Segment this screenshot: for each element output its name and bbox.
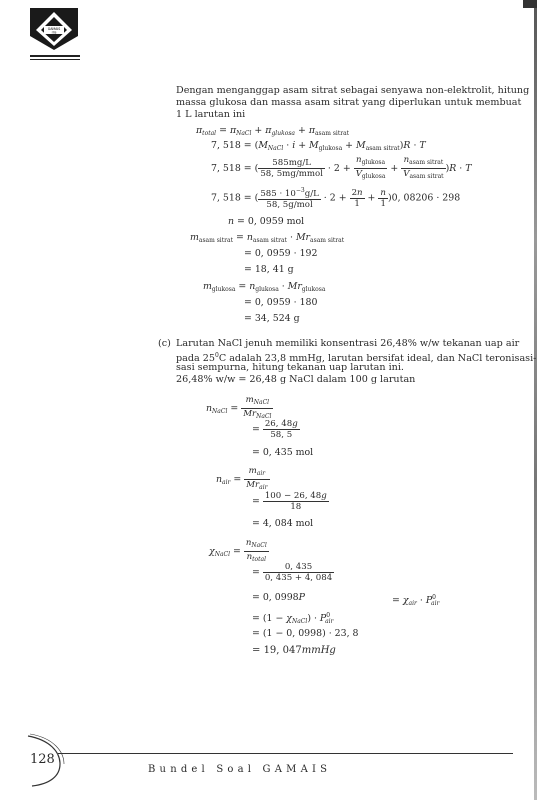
eq-pressure-1: = $(1 - \chi_{NaCl}) \cdot P^0_{air}$ xyxy=(252,612,334,625)
intro-line-3: 1 L larutan ini xyxy=(176,109,246,120)
eq-mass-citric-3: = 18, 41 g xyxy=(244,264,294,275)
eq-osmotic-1: 7, $518 = (M_{NaCl} \cdot i + M_{glukosa} + M_{asam sitrat})R \cdot T$ xyxy=(211,140,426,152)
eq-mass-glucose-3: = 34, 524 g xyxy=(244,313,300,324)
intro-line-1: Dengan menganggap asam sitrat sebagai senyawa non-elektrolit, hitung xyxy=(176,85,530,96)
eq-n-air: $n_{air}$ = $\frac{m_{air}}{Mr_{air}}$ xyxy=(216,466,268,491)
page-corner-mark xyxy=(523,0,537,8)
eq-chi-nacl-2: = $\frac{0, 435}{0, 435 + 4, 084}$ xyxy=(252,562,333,583)
logo-text-1: GAMAIS xyxy=(47,27,61,31)
eq-osmotic-2: 7, 518 = ( $\frac{585mg/L}{\text{58, 5mg/mmol}}$ · 2 + $\frac{n_{glukosa}}{V_{glukosa}}$ + $\frac{n_{asam sitrat}}{V_{asam sitrat}}$ )R · T xyxy=(211,155,472,180)
partc-line-2: pada $25^0C$ adalah 23,8 mmHg, larutan bersifat ideal, dan NaCl teronisasi- xyxy=(176,352,537,364)
eq-chi-result: = 0, 0998P xyxy=(252,592,305,603)
partc-line-4: 26,48% w/w = 26,48 g NaCl dalam 100 g larutan xyxy=(176,374,416,385)
eq-n-nacl-2: = $\frac{26, 48g}{58, 5}$ xyxy=(252,419,298,440)
footer-title: Bundel Soal GAMAIS xyxy=(148,764,332,775)
page-number: 128 xyxy=(30,752,55,767)
eq-n-air-3: = 4, 084 mol xyxy=(252,518,314,529)
eq-raoult: = $\chi_{air} \cdot P^0_{air}$ xyxy=(392,594,440,607)
header-rule xyxy=(30,55,80,57)
eq-pressure-2: = (1 − 0, 0998) · 23, 8 xyxy=(252,628,359,639)
eq-n-nacl-3: = 0, 435 mol xyxy=(252,447,314,458)
part-c-label: (c) xyxy=(158,338,171,349)
eq-pressure-result: = 19, 047mmHg xyxy=(252,645,336,656)
gamais-logo xyxy=(30,8,78,50)
eq-chi-nacl: $\chi_{NaCl}$ = $\frac{n_{NaCl}}{n_{total}}$ xyxy=(209,538,267,563)
eq-n-air-2: = $\frac{100 - 26, 48g}{18}$ xyxy=(252,491,327,512)
eq-mass-glucose-2: = 0, 0959 · 180 xyxy=(244,297,318,308)
eq-mass-citric-2: = 0, 0959 · 192 xyxy=(244,248,318,259)
eq-n-nacl: $n_{NaCl}$ = $\frac{m_{NaCl}}{Mr_{NaCl}}$ xyxy=(206,395,272,420)
eq-osmotic-3: 7, 518 = ( $\frac{585 \cdot 10^{-3}g/L}{\text{58, 5g/mol}}$ · 2 + $\frac{2n}{1}$ + $\frac{n}{1}$ )0, 08206 · 298 xyxy=(211,187,461,210)
eq-mass-citric: $m_{asam sitrat} = n_{asam sitrat} \cdot Mr_{asam sitrat}$ xyxy=(190,232,345,244)
intro-line-2: massa glukosa dan massa asam sitrat yang diperlukan untuk membuat xyxy=(176,97,522,108)
eq-pi-total: $\pi_{total} = \pi_{NaCl} + \pi_{glukosa} + \pi_{asam sitrat}$ xyxy=(196,125,350,137)
partc-line-1: Larutan NaCl jenuh memiliki konsentrasi 26,48% w/w tekanan uap air xyxy=(176,338,520,349)
header-rule-thin xyxy=(30,59,80,60)
footer-rule xyxy=(58,753,513,754)
logo-text-2: ITB xyxy=(51,30,57,35)
eq-n-result: n = 0, 0959 mol xyxy=(228,216,305,227)
partc-line-3: sasi sempurna, hitung tekanan uap larutan ini. xyxy=(176,362,404,373)
eq-mass-glucose: $m_{glukosa} = n_{glukosa} \cdot Mr_{glukosa}$ xyxy=(203,281,326,293)
